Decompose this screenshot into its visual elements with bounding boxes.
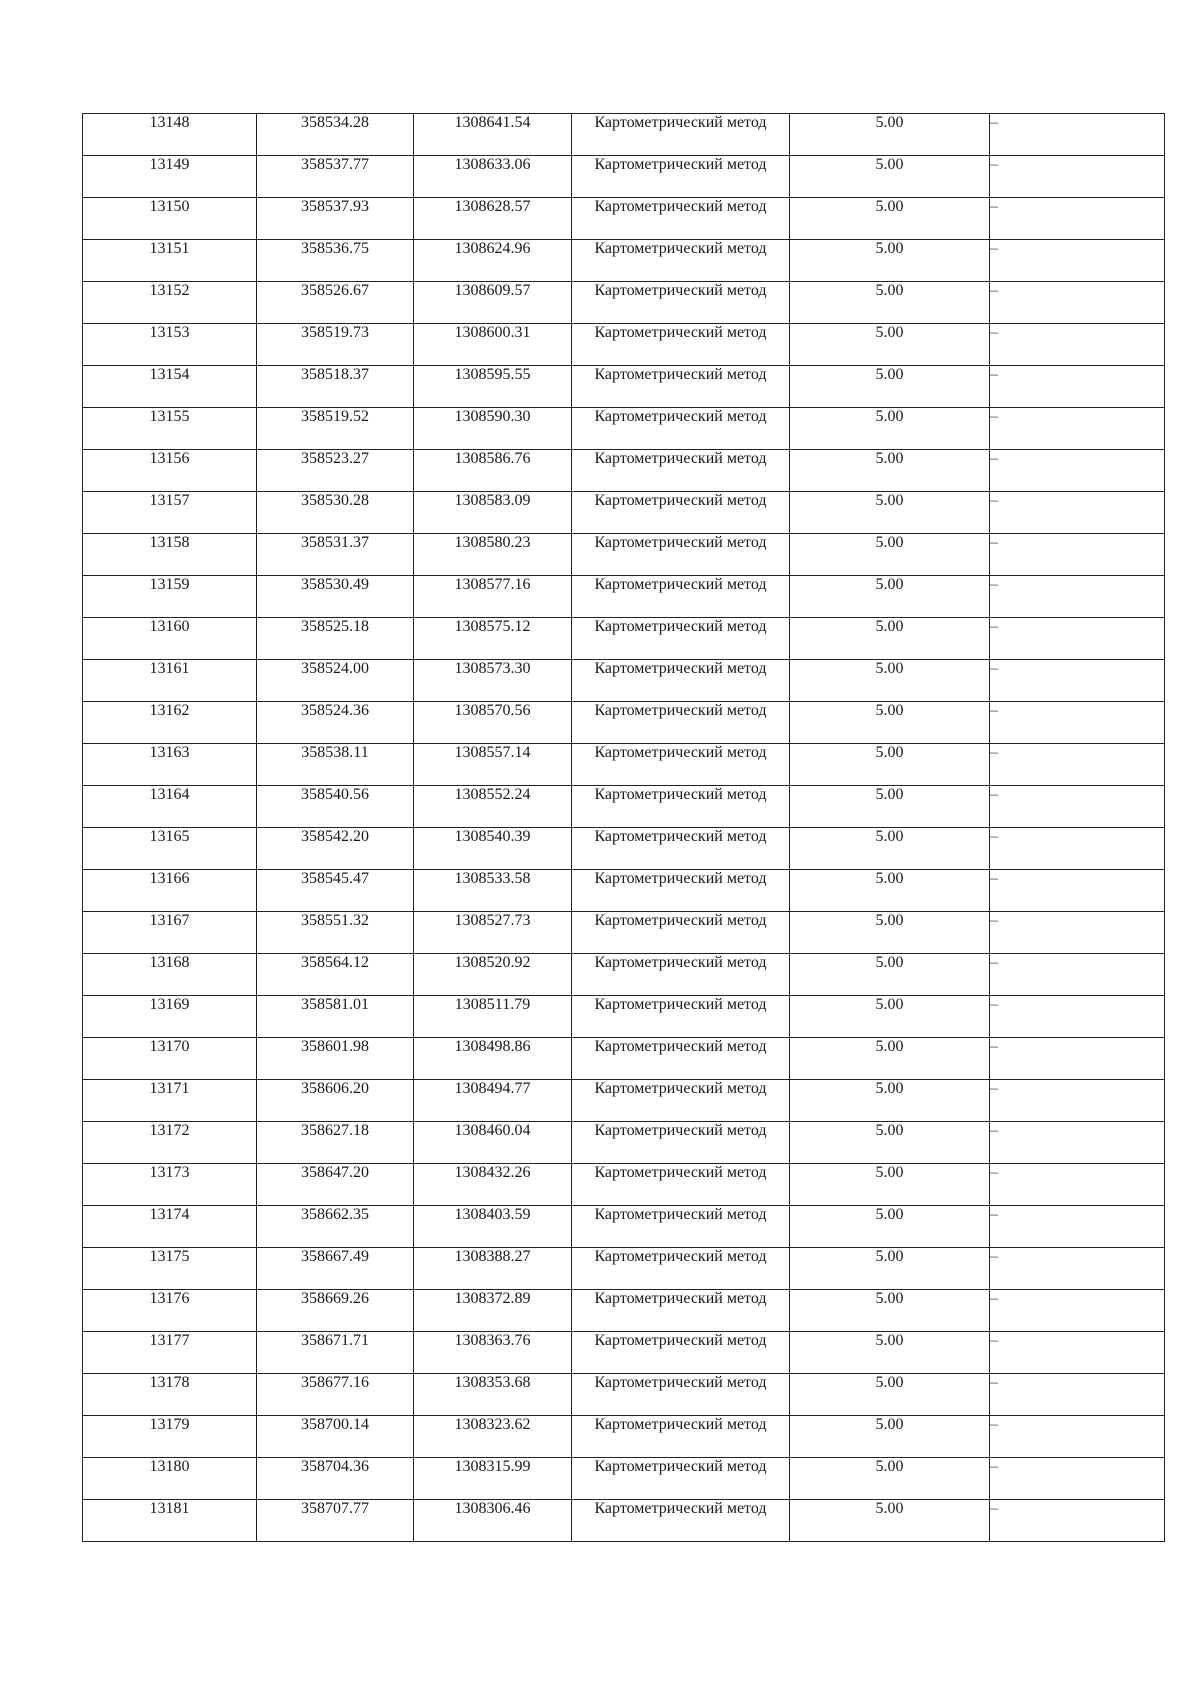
method-cell: Картометрический метод: [572, 156, 790, 198]
point-number-cell: 13164: [83, 786, 257, 828]
point-number-cell: 13166: [83, 870, 257, 912]
note-cell: –: [990, 1458, 1165, 1500]
point-number-cell: 13153: [83, 324, 257, 366]
note-cell: –: [990, 1416, 1165, 1458]
point-number-cell: 13151: [83, 240, 257, 282]
x-coordinate-cell: 358581.01: [257, 996, 414, 1038]
point-number-cell: 13165: [83, 828, 257, 870]
method-cell: Картометрический метод: [572, 744, 790, 786]
accuracy-cell: 5.00: [790, 492, 990, 534]
x-coordinate-cell: 358545.47: [257, 870, 414, 912]
table-row: [83, 492, 1165, 534]
accuracy-cell: 5.00: [790, 324, 990, 366]
method-cell: Картометрический метод: [572, 324, 790, 366]
x-coordinate-cell: 358606.20: [257, 1080, 414, 1122]
y-coordinate-cell: 1308388.27: [414, 1248, 572, 1290]
y-coordinate-cell: 1308641.54: [414, 114, 572, 156]
y-coordinate-cell: 1308540.39: [414, 828, 572, 870]
note-cell: –: [990, 912, 1165, 954]
x-coordinate-cell: 358667.49: [257, 1248, 414, 1290]
table-row: [83, 954, 1165, 996]
table-row: [83, 828, 1165, 870]
accuracy-cell: 5.00: [790, 408, 990, 450]
y-coordinate-cell: 1308552.24: [414, 786, 572, 828]
point-number-cell: 13159: [83, 576, 257, 618]
note-cell: –: [990, 618, 1165, 660]
y-coordinate-cell: 1308600.31: [414, 324, 572, 366]
point-number-cell: 13152: [83, 282, 257, 324]
x-coordinate-cell: 358523.27: [257, 450, 414, 492]
note-cell: –: [990, 282, 1165, 324]
y-coordinate-cell: 1308573.30: [414, 660, 572, 702]
note-cell: –: [990, 450, 1165, 492]
point-number-cell: 13178: [83, 1374, 257, 1416]
y-coordinate-cell: 1308323.62: [414, 1416, 572, 1458]
point-number-cell: 13158: [83, 534, 257, 576]
accuracy-cell: 5.00: [790, 1416, 990, 1458]
table-row: [83, 786, 1165, 828]
y-coordinate-cell: 1308494.77: [414, 1080, 572, 1122]
point-number-cell: 13154: [83, 366, 257, 408]
method-cell: Картометрический метод: [572, 1374, 790, 1416]
table-row: [83, 1080, 1165, 1122]
point-number-cell: 13148: [83, 114, 257, 156]
point-number-cell: 13168: [83, 954, 257, 996]
method-cell: Картометрический метод: [572, 1122, 790, 1164]
x-coordinate-cell: 358662.35: [257, 1206, 414, 1248]
x-coordinate-cell: 358526.67: [257, 282, 414, 324]
method-cell: Картометрический метод: [572, 534, 790, 576]
table-row: [83, 156, 1165, 198]
method-cell: Картометрический метод: [572, 786, 790, 828]
table-row: [83, 1290, 1165, 1332]
x-coordinate-cell: 358530.28: [257, 492, 414, 534]
note-cell: –: [990, 1290, 1165, 1332]
point-number-cell: 13179: [83, 1416, 257, 1458]
y-coordinate-cell: 1308577.16: [414, 576, 572, 618]
x-coordinate-cell: 358530.49: [257, 576, 414, 618]
accuracy-cell: 5.00: [790, 660, 990, 702]
point-number-cell: 13156: [83, 450, 257, 492]
y-coordinate-cell: 1308372.89: [414, 1290, 572, 1332]
x-coordinate-cell: 358707.77: [257, 1500, 414, 1542]
note-cell: –: [990, 660, 1165, 702]
y-coordinate-cell: 1308624.96: [414, 240, 572, 282]
x-coordinate-cell: 358601.98: [257, 1038, 414, 1080]
accuracy-cell: 5.00: [790, 870, 990, 912]
x-coordinate-cell: 358669.26: [257, 1290, 414, 1332]
y-coordinate-cell: 1308586.76: [414, 450, 572, 492]
method-cell: Картометрический метод: [572, 618, 790, 660]
point-number-cell: 13157: [83, 492, 257, 534]
x-coordinate-cell: 358518.37: [257, 366, 414, 408]
note-cell: –: [990, 534, 1165, 576]
table-row: [83, 744, 1165, 786]
point-number-cell: 13180: [83, 1458, 257, 1500]
y-coordinate-cell: 1308557.14: [414, 744, 572, 786]
point-number-cell: 13174: [83, 1206, 257, 1248]
point-number-cell: 13162: [83, 702, 257, 744]
table-row: [83, 198, 1165, 240]
table-row: [83, 114, 1165, 156]
x-coordinate-cell: 358564.12: [257, 954, 414, 996]
point-number-cell: 13149: [83, 156, 257, 198]
note-cell: –: [990, 1080, 1165, 1122]
note-cell: –: [990, 240, 1165, 282]
accuracy-cell: 5.00: [790, 1206, 990, 1248]
accuracy-cell: 5.00: [790, 450, 990, 492]
accuracy-cell: 5.00: [790, 786, 990, 828]
table-row: [83, 1122, 1165, 1164]
y-coordinate-cell: 1308580.23: [414, 534, 572, 576]
note-cell: –: [990, 870, 1165, 912]
accuracy-cell: 5.00: [790, 156, 990, 198]
method-cell: Картометрический метод: [572, 240, 790, 282]
method-cell: Картометрический метод: [572, 1206, 790, 1248]
method-cell: Картометрический метод: [572, 1290, 790, 1332]
y-coordinate-cell: 1308403.59: [414, 1206, 572, 1248]
accuracy-cell: 5.00: [790, 744, 990, 786]
note-cell: –: [990, 996, 1165, 1038]
accuracy-cell: 5.00: [790, 1122, 990, 1164]
accuracy-cell: 5.00: [790, 1038, 990, 1080]
note-cell: –: [990, 1248, 1165, 1290]
table-row: [83, 1374, 1165, 1416]
note-cell: –: [990, 408, 1165, 450]
note-cell: –: [990, 156, 1165, 198]
point-number-cell: 13172: [83, 1122, 257, 1164]
method-cell: Картометрический метод: [572, 366, 790, 408]
accuracy-cell: 5.00: [790, 1290, 990, 1332]
note-cell: –: [990, 954, 1165, 996]
method-cell: Картометрический метод: [572, 954, 790, 996]
method-cell: Картометрический метод: [572, 1458, 790, 1500]
method-cell: Картометрический метод: [572, 1164, 790, 1206]
y-coordinate-cell: 1308533.58: [414, 870, 572, 912]
accuracy-cell: 5.00: [790, 198, 990, 240]
y-coordinate-cell: 1308460.04: [414, 1122, 572, 1164]
accuracy-cell: 5.00: [790, 1080, 990, 1122]
table-row: [83, 240, 1165, 282]
note-cell: –: [990, 786, 1165, 828]
x-coordinate-cell: 358700.14: [257, 1416, 414, 1458]
method-cell: Картометрический метод: [572, 828, 790, 870]
x-coordinate-cell: 358531.37: [257, 534, 414, 576]
coordinates-table: [82, 113, 1165, 1542]
table-row: [83, 912, 1165, 954]
point-number-cell: 13155: [83, 408, 257, 450]
table-row: [83, 1038, 1165, 1080]
accuracy-cell: 5.00: [790, 1500, 990, 1542]
table-row: [83, 702, 1165, 744]
table-row: [83, 1500, 1165, 1542]
y-coordinate-cell: 1308306.46: [414, 1500, 572, 1542]
table-row: [83, 1458, 1165, 1500]
method-cell: Картометрический метод: [572, 114, 790, 156]
document-page: [82, 113, 1164, 1542]
x-coordinate-cell: 358524.36: [257, 702, 414, 744]
note-cell: –: [990, 114, 1165, 156]
method-cell: Картометрический метод: [572, 450, 790, 492]
table-row: [83, 450, 1165, 492]
x-coordinate-cell: 358536.75: [257, 240, 414, 282]
method-cell: Картометрический метод: [572, 1500, 790, 1542]
y-coordinate-cell: 1308628.57: [414, 198, 572, 240]
note-cell: –: [990, 324, 1165, 366]
accuracy-cell: 5.00: [790, 618, 990, 660]
table-row: [83, 1206, 1165, 1248]
x-coordinate-cell: 358647.20: [257, 1164, 414, 1206]
y-coordinate-cell: 1308511.79: [414, 996, 572, 1038]
point-number-cell: 13150: [83, 198, 257, 240]
table-row: [83, 534, 1165, 576]
accuracy-cell: 5.00: [790, 1374, 990, 1416]
point-number-cell: 13161: [83, 660, 257, 702]
x-coordinate-cell: 358540.56: [257, 786, 414, 828]
point-number-cell: 13171: [83, 1080, 257, 1122]
method-cell: Картометрический метод: [572, 870, 790, 912]
note-cell: –: [990, 828, 1165, 870]
method-cell: Картометрический метод: [572, 1248, 790, 1290]
x-coordinate-cell: 358534.28: [257, 114, 414, 156]
table-row: [83, 408, 1165, 450]
table-row: [83, 366, 1165, 408]
method-cell: Картометрический метод: [572, 1080, 790, 1122]
y-coordinate-cell: 1308363.76: [414, 1332, 572, 1374]
y-coordinate-cell: 1308590.30: [414, 408, 572, 450]
note-cell: –: [990, 1500, 1165, 1542]
point-number-cell: 13160: [83, 618, 257, 660]
accuracy-cell: 5.00: [790, 828, 990, 870]
x-coordinate-cell: 358524.00: [257, 660, 414, 702]
method-cell: Картометрический метод: [572, 1416, 790, 1458]
x-coordinate-cell: 358525.18: [257, 618, 414, 660]
x-coordinate-cell: 358627.18: [257, 1122, 414, 1164]
x-coordinate-cell: 358519.73: [257, 324, 414, 366]
method-cell: Картометрический метод: [572, 576, 790, 618]
point-number-cell: 13176: [83, 1290, 257, 1332]
method-cell: Картометрический метод: [572, 1332, 790, 1374]
accuracy-cell: 5.00: [790, 1332, 990, 1374]
x-coordinate-cell: 358537.77: [257, 156, 414, 198]
accuracy-cell: 5.00: [790, 576, 990, 618]
method-cell: Картометрический метод: [572, 912, 790, 954]
x-coordinate-cell: 358551.32: [257, 912, 414, 954]
accuracy-cell: 5.00: [790, 996, 990, 1038]
point-number-cell: 13167: [83, 912, 257, 954]
note-cell: –: [990, 1374, 1165, 1416]
note-cell: –: [990, 198, 1165, 240]
y-coordinate-cell: 1308520.92: [414, 954, 572, 996]
y-coordinate-cell: 1308353.68: [414, 1374, 572, 1416]
y-coordinate-cell: 1308609.57: [414, 282, 572, 324]
accuracy-cell: 5.00: [790, 1458, 990, 1500]
point-number-cell: 13177: [83, 1332, 257, 1374]
accuracy-cell: 5.00: [790, 1248, 990, 1290]
point-number-cell: 13170: [83, 1038, 257, 1080]
accuracy-cell: 5.00: [790, 1164, 990, 1206]
y-coordinate-cell: 1308432.26: [414, 1164, 572, 1206]
point-number-cell: 13181: [83, 1500, 257, 1542]
note-cell: –: [990, 1122, 1165, 1164]
accuracy-cell: 5.00: [790, 366, 990, 408]
table-row: [83, 1248, 1165, 1290]
point-number-cell: 13163: [83, 744, 257, 786]
point-number-cell: 13173: [83, 1164, 257, 1206]
method-cell: Картометрический метод: [572, 660, 790, 702]
table-row: [83, 576, 1165, 618]
accuracy-cell: 5.00: [790, 954, 990, 996]
table-row: [83, 996, 1165, 1038]
table-row: [83, 660, 1165, 702]
x-coordinate-cell: 358542.20: [257, 828, 414, 870]
table-row: [83, 870, 1165, 912]
accuracy-cell: 5.00: [790, 534, 990, 576]
x-coordinate-cell: 358537.93: [257, 198, 414, 240]
x-coordinate-cell: 358704.36: [257, 1458, 414, 1500]
note-cell: –: [990, 744, 1165, 786]
method-cell: Картометрический метод: [572, 408, 790, 450]
note-cell: –: [990, 366, 1165, 408]
table-row: [83, 324, 1165, 366]
table-row: [83, 618, 1165, 660]
table-row: [83, 1164, 1165, 1206]
point-number-cell: 13175: [83, 1248, 257, 1290]
method-cell: Картометрический метод: [572, 702, 790, 744]
note-cell: –: [990, 1164, 1165, 1206]
x-coordinate-cell: 358519.52: [257, 408, 414, 450]
accuracy-cell: 5.00: [790, 912, 990, 954]
note-cell: –: [990, 1206, 1165, 1248]
y-coordinate-cell: 1308527.73: [414, 912, 572, 954]
accuracy-cell: 5.00: [790, 702, 990, 744]
accuracy-cell: 5.00: [790, 114, 990, 156]
y-coordinate-cell: 1308575.12: [414, 618, 572, 660]
point-number-cell: 13169: [83, 996, 257, 1038]
x-coordinate-cell: 358677.16: [257, 1374, 414, 1416]
method-cell: Картометрический метод: [572, 492, 790, 534]
y-coordinate-cell: 1308315.99: [414, 1458, 572, 1500]
method-cell: Картометрический метод: [572, 996, 790, 1038]
note-cell: –: [990, 492, 1165, 534]
table-row: [83, 1416, 1165, 1458]
note-cell: –: [990, 702, 1165, 744]
note-cell: –: [990, 576, 1165, 618]
accuracy-cell: 5.00: [790, 282, 990, 324]
coordinates-table-body: [83, 114, 1165, 1542]
y-coordinate-cell: 1308633.06: [414, 156, 572, 198]
x-coordinate-cell: 358671.71: [257, 1332, 414, 1374]
method-cell: Картометрический метод: [572, 198, 790, 240]
method-cell: Картометрический метод: [572, 282, 790, 324]
y-coordinate-cell: 1308583.09: [414, 492, 572, 534]
accuracy-cell: 5.00: [790, 240, 990, 282]
table-row: [83, 282, 1165, 324]
y-coordinate-cell: 1308498.86: [414, 1038, 572, 1080]
note-cell: –: [990, 1332, 1165, 1374]
y-coordinate-cell: 1308595.55: [414, 366, 572, 408]
method-cell: Картометрический метод: [572, 1038, 790, 1080]
y-coordinate-cell: 1308570.56: [414, 702, 572, 744]
x-coordinate-cell: 358538.11: [257, 744, 414, 786]
note-cell: –: [990, 1038, 1165, 1080]
table-row: [83, 1332, 1165, 1374]
